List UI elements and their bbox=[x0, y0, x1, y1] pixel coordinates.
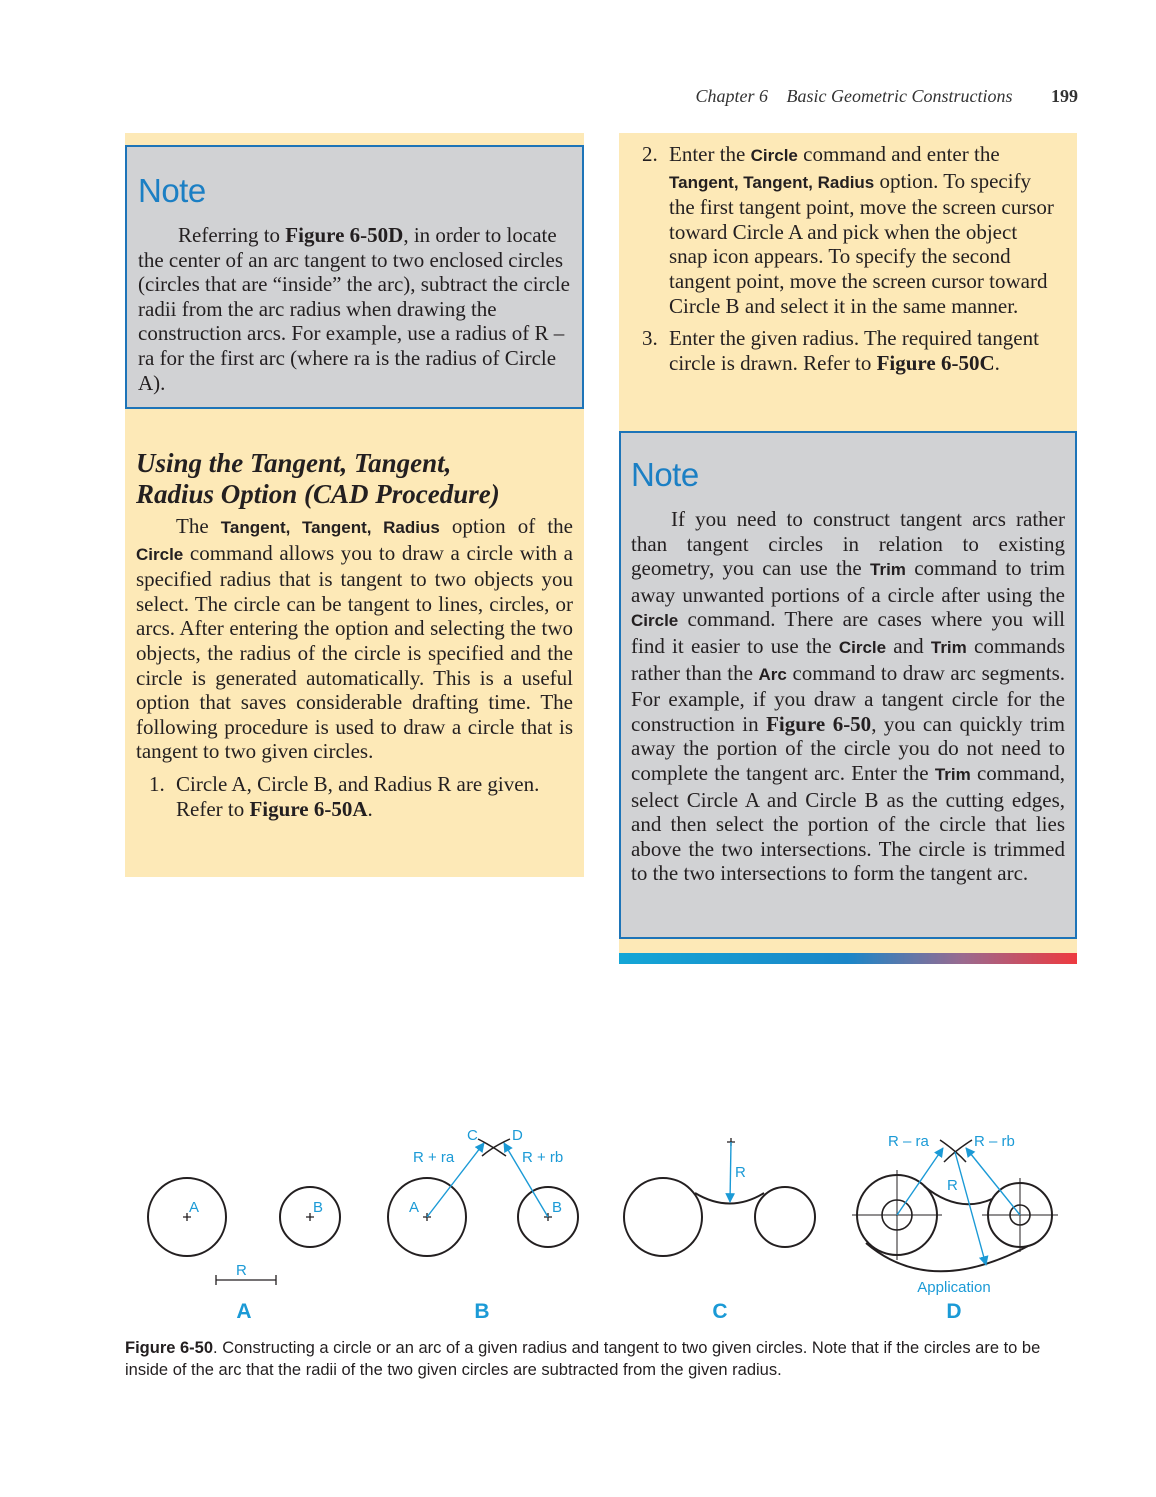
label-b: B bbox=[313, 1199, 324, 1216]
command-name: Trim bbox=[870, 560, 906, 580]
figure-6-50 bbox=[0, 1120, 1156, 1330]
construction-arc-d bbox=[482, 1139, 510, 1156]
figure-caption bbox=[125, 1337, 1055, 1381]
label-r-plus-ra: R + ra bbox=[413, 1149, 455, 1166]
header-title: Basic Geometric Constructions bbox=[786, 86, 1013, 106]
note-1-text-part: , in order to locate the center of an arc tangent to two enclosed circles (circles that are “inside” the arc), subtract the circle radii from the arc radius when drawing the construction arcs. For example, use a radius of R – ra for the first arc (where ra is the radius of Circle A). bbox=[138, 223, 571, 395]
note-2-title: Note bbox=[631, 456, 699, 493]
step-text-part: . bbox=[994, 350, 1000, 375]
command-name: Trim bbox=[934, 764, 971, 784]
label-a: A bbox=[409, 1199, 420, 1216]
step-number: 3. bbox=[642, 326, 658, 351]
construction-arc-c bbox=[478, 1139, 506, 1156]
panel-d-drawing bbox=[852, 1133, 1058, 1323]
step-text-part: command and enter the bbox=[797, 142, 1000, 166]
label-c: C bbox=[467, 1127, 478, 1144]
step-text-part: Enter the bbox=[669, 142, 751, 166]
procedure-list-continued bbox=[642, 142, 1059, 375]
command-name: Circle bbox=[750, 146, 798, 165]
circle-b bbox=[755, 1187, 815, 1247]
procedure-step-1 bbox=[149, 771, 573, 821]
panel-a-drawing bbox=[148, 1178, 340, 1323]
radius-arrow-r bbox=[955, 1152, 986, 1265]
lower-tangent-arc bbox=[866, 1243, 1028, 1271]
decorative-gradient-bar bbox=[619, 953, 1077, 964]
label-r-minus-rb: R – rb bbox=[974, 1133, 1015, 1150]
command-name: Trim bbox=[930, 637, 967, 657]
construction-arc-1 bbox=[940, 1140, 966, 1162]
note-2-text bbox=[631, 507, 1065, 886]
circle-a bbox=[624, 1178, 702, 1256]
header-chapter: Chapter 6 bbox=[695, 86, 769, 106]
command-name: Circle bbox=[136, 544, 184, 564]
label-r: R bbox=[735, 1164, 746, 1181]
section-text-part: command allows you to draw a circle with a specified radius that is tangent to two objects you select. The circle can be tangent to lines, circles, or arcs. After entering the option and selecting the two objects, the radius of the circle is specified and the circle is generated automatically. This is a useful option that saves considerable drafting time. The following procedure is used to draw a circle that is tangent to two given circles. bbox=[136, 540, 573, 764]
panel-d-label: D bbox=[946, 1300, 962, 1323]
command-name: Circle bbox=[838, 637, 887, 657]
panel-b-drawing bbox=[388, 1127, 578, 1323]
section-text-part: option of the bbox=[439, 514, 573, 538]
note-1-title: Note bbox=[138, 172, 206, 209]
section-content bbox=[136, 448, 573, 821]
procedure-list-start bbox=[136, 772, 573, 821]
command-name: Tangent, Tangent, Radius bbox=[220, 518, 440, 537]
step-text-part: . bbox=[367, 796, 373, 821]
command-name: Arc bbox=[758, 664, 787, 684]
note-2-text-part: and bbox=[886, 633, 931, 658]
note-2-text-part: command. There are cases where you will find it easier to use the bbox=[631, 607, 1065, 658]
figure-reference: Figure 6-50 bbox=[766, 711, 872, 736]
radius-arrow bbox=[730, 1142, 731, 1202]
note-box-2 bbox=[619, 431, 1077, 939]
label-d: D bbox=[512, 1127, 523, 1144]
step-text-part: Circle A, Circle B, and Radius R are given. Refer to bbox=[176, 771, 540, 821]
figure-reference: Figure 6-50D bbox=[285, 223, 404, 247]
step-text-part: option. To specify the first tangent point, move the screen cursor toward Circle A and pick when the object snap icon appears. To specify the second tangent point, move the screen cursor toward Circle B and select it in the same manner. bbox=[669, 168, 1054, 318]
note-1-text-part: Referring to bbox=[178, 223, 286, 247]
panel-b-label: B bbox=[474, 1300, 490, 1323]
section-heading bbox=[136, 448, 573, 510]
section-text-part: The bbox=[176, 514, 221, 538]
note-2-text-part: , you can quickly trim away the portion of the circle you do not need to complete the tangent arc. Enter the bbox=[631, 711, 1065, 785]
panel-c-drawing bbox=[624, 1138, 815, 1323]
note-box-1 bbox=[125, 145, 584, 409]
step-number: 2. bbox=[642, 142, 658, 166]
step-number: 1. bbox=[149, 771, 165, 796]
running-header bbox=[696, 86, 1079, 107]
panel-c-label: C bbox=[712, 1300, 728, 1323]
label-b: B bbox=[552, 1199, 563, 1216]
note-1-text bbox=[138, 223, 572, 395]
radius-arrow-b bbox=[966, 1148, 1020, 1215]
section-paragraph bbox=[136, 514, 573, 764]
label-r-plus-rb: R + rb bbox=[522, 1149, 564, 1166]
label-application: Application bbox=[917, 1279, 991, 1296]
panel-a-label: A bbox=[236, 1300, 252, 1323]
figure-reference: Figure 6-50C bbox=[876, 350, 995, 375]
note-2-text-part: command to draw arc segments. For example, if you draw a tangent circle for the construction in bbox=[631, 660, 1065, 736]
caption-figure-ref: Figure 6-50 bbox=[125, 1339, 214, 1357]
command-name: Circle bbox=[631, 611, 679, 631]
caption-text: . Constructing a circle or an arc of a given radius and tangent to two given circles. Note that if the circles are to be inside of the arc that the radii of the two given circles are subtracted from the given radius. bbox=[125, 1339, 1041, 1379]
label-r-minus-ra: R – ra bbox=[888, 1133, 929, 1150]
note-2-text-part: If you need to construct tangent arcs rather than tangent circles in relation to existing geometry, you can use the bbox=[631, 507, 1065, 581]
command-name: Tangent, Tangent, Radius bbox=[669, 172, 875, 192]
label-r: R bbox=[236, 1262, 247, 1279]
note-2-text-part: command, select Circle A and Circle B as the cutting edges, and then select the portion of the circle that lies above the two intersections. The circle is trimmed to the two intersections to form the tangent arc. bbox=[631, 760, 1066, 886]
note-2-text-part: commands rather than the bbox=[631, 633, 1065, 685]
procedure-step-2 bbox=[642, 142, 1059, 318]
label-a: A bbox=[189, 1199, 200, 1216]
step-text-part: Enter the given radius. The required tangent circle is drawn. Refer to bbox=[669, 326, 1039, 375]
page-number: 199 bbox=[1051, 86, 1078, 106]
label-r: R bbox=[947, 1177, 958, 1194]
section-heading-line: Using the Tangent, Tangent, bbox=[136, 448, 452, 478]
note-2-text-part: command to trim away unwanted portions of a circle after using the bbox=[631, 556, 1065, 607]
procedure-step-3 bbox=[642, 326, 1059, 375]
section-heading-line: Radius Option (CAD Procedure) bbox=[136, 479, 500, 509]
figure-reference: Figure 6-50A bbox=[249, 796, 368, 821]
